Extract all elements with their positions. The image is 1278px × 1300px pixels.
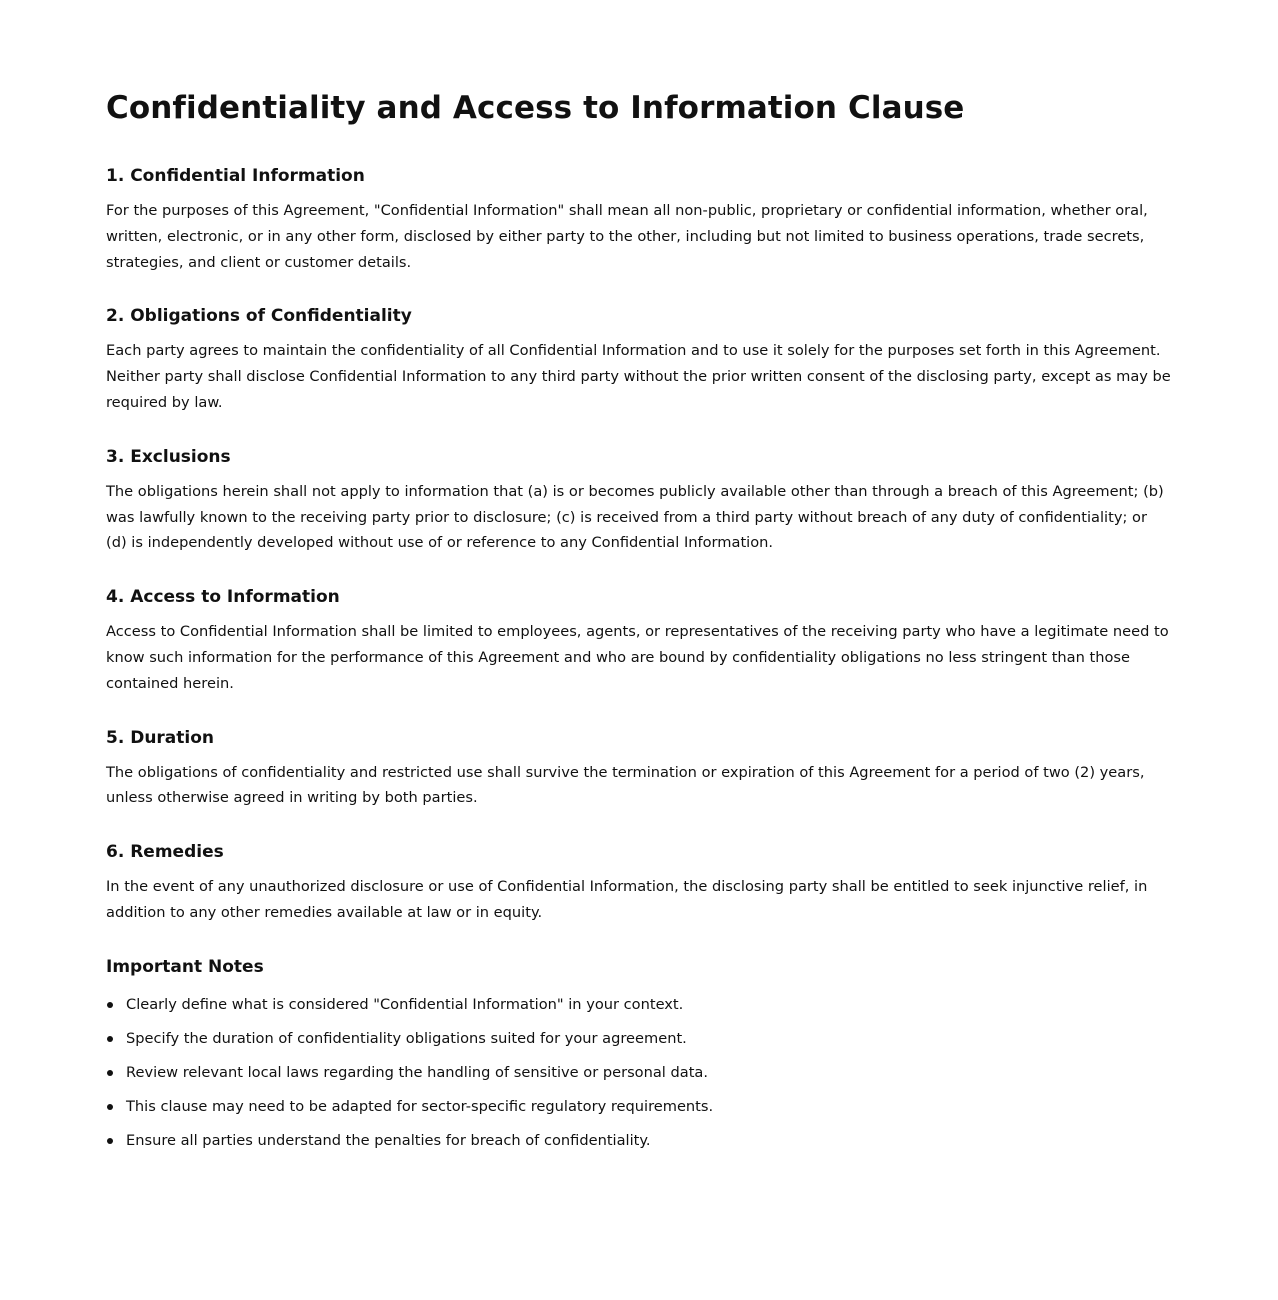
- section-heading: 2. Obligations of Confidentiality: [106, 306, 412, 327]
- important-notes: [106, 955, 1172, 1151]
- section-exclusions: [106, 445, 1172, 556]
- section-body: The obligations herein shall not apply to information that (a) is or becomes publicly available other than through a breach of this Agreement; (b) was lawfully known to the receiving party prior to disclosure; (c) is received from a third party without breach of any duty of confidentiality; or (d) is independently developed without use of or reference to any Confidential Information.: [106, 482, 1164, 552]
- list-item-text: Review relevant local laws regarding the handling of sensitive or personal data.: [126, 1063, 709, 1081]
- section-body: Each party agrees to maintain the confidentiality of all Confidential Information and to use it solely for the purposes set forth in this Agreement. Neither party shall disclose Confidential Information to any third party without the prior written consent of the disclosing party, except as may be required by law.: [106, 342, 1171, 411]
- section-duration: [106, 726, 1172, 812]
- section-confidential-information: [106, 164, 1172, 275]
- list-item: [106, 995, 1172, 1015]
- section-heading: 5. Duration: [106, 727, 215, 748]
- section-heading: 1. Confidential Information: [106, 166, 365, 186]
- list-item: [106, 1131, 1172, 1151]
- list-item: [106, 1029, 1172, 1049]
- list-item: [106, 1063, 1172, 1083]
- list-item-text: This clause may need to be adapted for sector-specific regulatory requirements.: [126, 1097, 714, 1115]
- section-body: Access to Confidential Information shall be limited to employees, agents, or representatives of the receiving party who have a legitimate need to know such information for the performance of this Agreement and who are bound by confidentiality obligations no less stringent than those contained herein.: [106, 623, 1169, 692]
- list-item-text: Clearly define what is considered "Confidential Information" in your context.: [126, 995, 684, 1013]
- list-item: [106, 1097, 1172, 1117]
- section-heading: 3. Exclusions: [106, 446, 231, 467]
- bullet-icon: [107, 1036, 113, 1042]
- bullet-icon: [107, 1002, 113, 1008]
- bullet-icon: [107, 1070, 113, 1076]
- section-heading: 4. Access to Information: [106, 587, 340, 608]
- section-obligations-of-confidentiality: [106, 304, 1172, 415]
- section-body: The obligations of confidentiality and restricted use shall survive the termination or expiration of this Agreement for a period of two (2) years, unless otherwise agreed in writing by both parties.: [106, 763, 1145, 807]
- section-heading: 6. Remedies: [106, 842, 224, 863]
- section-body: In the event of any unauthorized disclosure or use of Confidential Information, the disclosing party shall be entitled to seek injunctive relief, in addition to any other remedies available at law or in equity.: [106, 878, 1148, 921]
- section-body: For the purposes of this Agreement, "Confidential Information" shall mean all non-public, proprietary or confidential information, whether oral, written, electronic, or in any other form, disclosed by either party to the other, including but not limited to business operations, trade secrets, strategies, and client or customer details.: [106, 202, 1148, 271]
- page-title: Confidentiality and Access to Information Clause: [106, 90, 965, 126]
- bullet-icon: [107, 1138, 113, 1144]
- list-item-text: Specify the duration of confidentiality obligations suited for your agreement.: [126, 1029, 687, 1047]
- list-item-text: Ensure all parties understand the penalties for breach of confidentiality.: [126, 1131, 651, 1149]
- document: [106, 88, 1172, 1180]
- bullet-icon: [107, 1104, 113, 1110]
- notes-list: [106, 995, 1172, 1151]
- section-remedies: [106, 840, 1172, 926]
- section-access-to-information: [106, 585, 1172, 696]
- notes-heading: Important Notes: [106, 956, 264, 977]
